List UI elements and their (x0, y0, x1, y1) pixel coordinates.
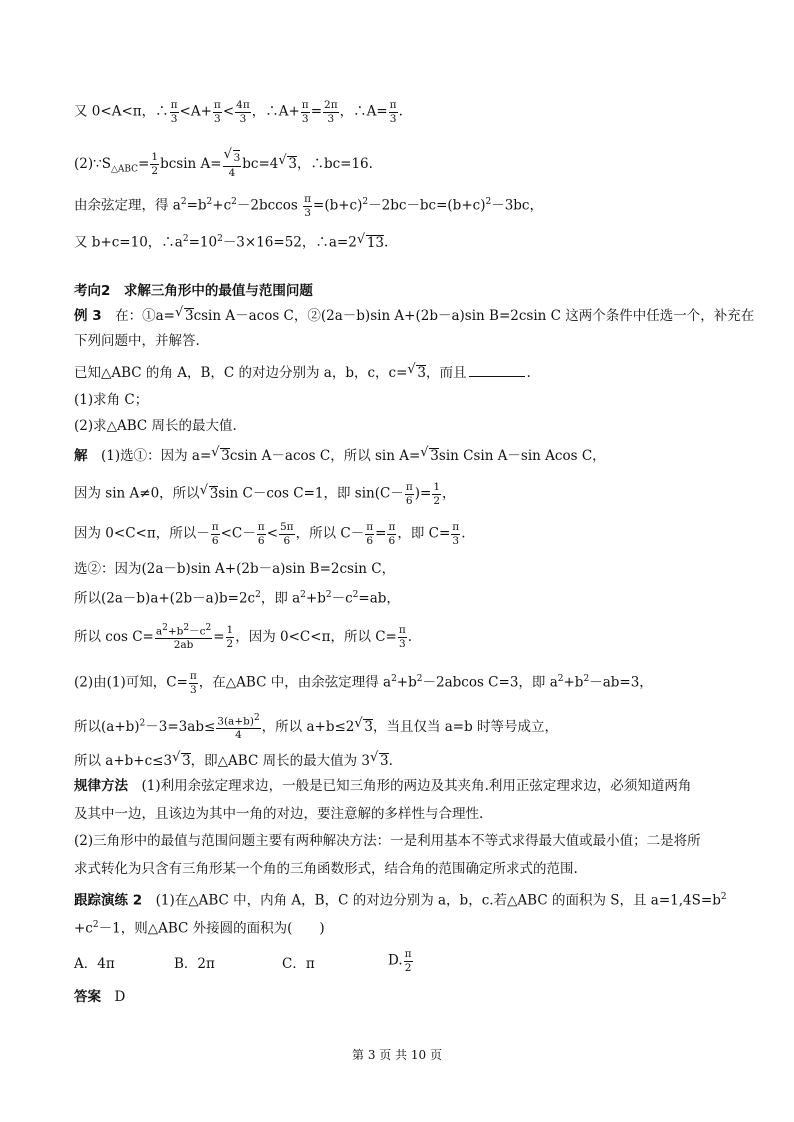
fraction: $\frac{1}{2}$ (433, 481, 440, 507)
fraction: $\frac{\pi}{6}$ (388, 521, 396, 547)
fraction: $\frac{\pi}{6}$ (211, 521, 219, 547)
method-label: 规律方法 (74, 778, 128, 794)
option-a: A．4π (74, 956, 115, 972)
fraction: $\frac{\pi}{6}$ (405, 481, 413, 507)
solution-step-2: 因为 sin A≠0，所以√ 3sin C－cos C=1，即 sin(C－ $\frac{\pi}{6}$ )= $\frac{1}{2}$ ， (74, 482, 456, 506)
solution-step-1: 解 (1)选①：因为 a=√ 3csin A－acos C，所以 sin A=√ 3sin Csin A－sin Acos C， (74, 447, 606, 465)
fraction: $\frac{4\pi}{3}$ (236, 99, 250, 125)
fraction: $\frac{1}{2}$ (226, 624, 234, 650)
method-line-4: 求式转化为只含有三角形某一个角的三角函数形式，结合角的范围确定所求式的范围. (74, 861, 578, 877)
method-line-3: (2)三角形中的最值与范围问题主要有两种解决方法：一是利用基本不等式求得最大值或最小值；二是将所 (74, 833, 701, 849)
example-label: 例 3 (74, 308, 102, 324)
example-line-3: 已知△ABC 的角 A，B，C 的对边分别为 a，b，c，c=√ 3，而且 . (74, 364, 531, 382)
section-title: 考向2 求解三角形中的最值与范围问题 (74, 283, 313, 299)
solution-label: 解 (74, 448, 88, 464)
practice-line-2: $+c^2-1$，则△ABC 外接圆的面积为( ) (74, 920, 325, 937)
method-line-2: 及其中一边，且该边为其中一角的对边，要注意解的多样性与合理性. (74, 806, 484, 822)
fraction: $\frac{\pi}{3}$ (170, 99, 178, 125)
fraction: √ $\frac{3}{4}$ (223, 150, 242, 179)
solution-step-5: 所以$(2a-b)a+(2b-a)b=2c^2$，即 $a^2+b^2-c^2=ab$， (74, 590, 400, 607)
solution-step-8: 所以$(a+b)^2-3=3ab\le$ $\frac{3(a+b)2}{4}$ ，所以 a+b≤2√ 3，当且仅当 a=b 时等号成立， (74, 714, 558, 741)
solution-line-3: 由余弦定理，得 $a^2=b^2+c^2-2bccos$ $\frac{\pi}{3}$ $=(b+c)^2-2bc-bc=(b+c)^2-3bc$， (74, 193, 543, 219)
answer-label: 答案 (74, 989, 101, 1005)
fraction: $\frac{\pi}{3}$ (301, 99, 309, 125)
solution-step-3: 因为 0<C<π，所以－ $\frac{\pi}{6}$ <C－ $\frac{\pi}{6}$ < $\frac{5\pi}{6}$ ，所以 C－ $\frac{\pi}{6}$ = $\frac{\pi}{6}$ ，即 C= $\frac{\pi}{3}$ . (74, 521, 466, 547)
fraction: $\frac{a2+b2-c2}{2ab}$ (155, 623, 212, 651)
answer-value: D (101, 989, 126, 1005)
example-line-2: 下列问题中，并解答. (74, 333, 200, 349)
fraction: $\frac{\pi}{3}$ (213, 99, 221, 125)
question-1: (1)求角 C； (74, 392, 149, 408)
option-b: B．2π (174, 956, 215, 972)
method-line-1: 规律方法 (1)利用余弦定理求边，一般是已知三角形的两边及其夹角.利用正弦定理求边，必须知道两角 (74, 778, 692, 794)
answer-blank (469, 364, 525, 377)
fraction: $\frac{1}{2}$ (151, 151, 159, 177)
practice-line-1: 跟踪演练 2 (1)在△ABC 中，内角 A，B，C 的对边分别为 a，b，c.若△ABC 的面积为 S，且 $a=1,4S=b^2$ (74, 892, 727, 909)
answer-line (74, 988, 125, 1006)
solution-step-6: 所以 cos C= $\frac{a2+b2-c2}{2ab}$ = $\frac{1}{2}$ ，因为 0<C<π，所以 C= $\frac{\pi}{3}$ . (74, 623, 413, 651)
solution-step-9: 所以 a+b+c≤3√ 3，即△ABC 周长的最大值为 3√ 3. (74, 752, 393, 770)
fraction: $\frac{2\pi}{3}$ (324, 99, 338, 125)
fraction: $\frac{5\pi}{6}$ (280, 521, 294, 547)
fraction: $\frac{\pi}{3}$ (389, 99, 397, 125)
solution-line-1: 又 0<A<π，∴ $\frac{\pi}{3}$ <A+ $\frac{\pi}{3}$ < $\frac{4\pi}{3}$ ，∴A+ $\frac{\pi}{3}$ = $\frac{2\pi}{3}$ ，∴A= $\frac{\pi}{3}$ . (74, 99, 403, 125)
solution-line-4: 又 b+c=10，$\therefore a^2=10^2-3\times 16=52$，∴a=2√ 13. (74, 230, 388, 252)
fraction: $\frac{3(a+b)2}{4}$ (217, 713, 260, 741)
option-c: C．π (282, 956, 315, 972)
fraction: $\frac{\pi}{6}$ (257, 521, 265, 547)
solution-line-2: $(2)\because S_{\triangle ABC}=$ $\frac{1}{2}$ bcsin A= √ $\frac{3}{4}$ bc=4√ 3，∴bc=16. (74, 150, 373, 179)
question-2: (2)求△ABC 周长的最大值. (74, 418, 237, 434)
fraction: $\frac{\pi}{3}$ (452, 521, 460, 547)
solution-step-4: 选②：因为(2a－b)sin A+(2b－a)sin B=2csin C， (74, 561, 396, 577)
solution-step-7: (2)由(1)可知，C= $\frac{\pi}{3}$ ，在△ABC 中，由余弦定理得 $a^2+b^2-2abcos$ C=3，即 $a^2+b^2-ab=3$， (74, 670, 653, 696)
fraction: $\frac{\pi}{3}$ (398, 624, 406, 650)
fraction: $\frac{\pi}{6}$ (366, 521, 374, 547)
option-d: D. $\frac{\pi}{2}$ (388, 948, 412, 974)
fraction: $\frac{\pi}{3}$ (304, 193, 312, 219)
page-footer: 第 3 页 共 10 页 (352, 1048, 442, 1062)
practice-label: 跟踪演练 2 (74, 892, 143, 909)
fraction: $\frac{\pi}{2}$ (404, 948, 412, 974)
fraction: $\frac{\pi}{3}$ (189, 670, 197, 696)
example-line-1: 例 3 在：①a=√ 3csin A－acos C，②(2a－b)sin A+(2b－a)sin B=2csin C 这两个条件中任选一个，补充在 (74, 307, 754, 325)
